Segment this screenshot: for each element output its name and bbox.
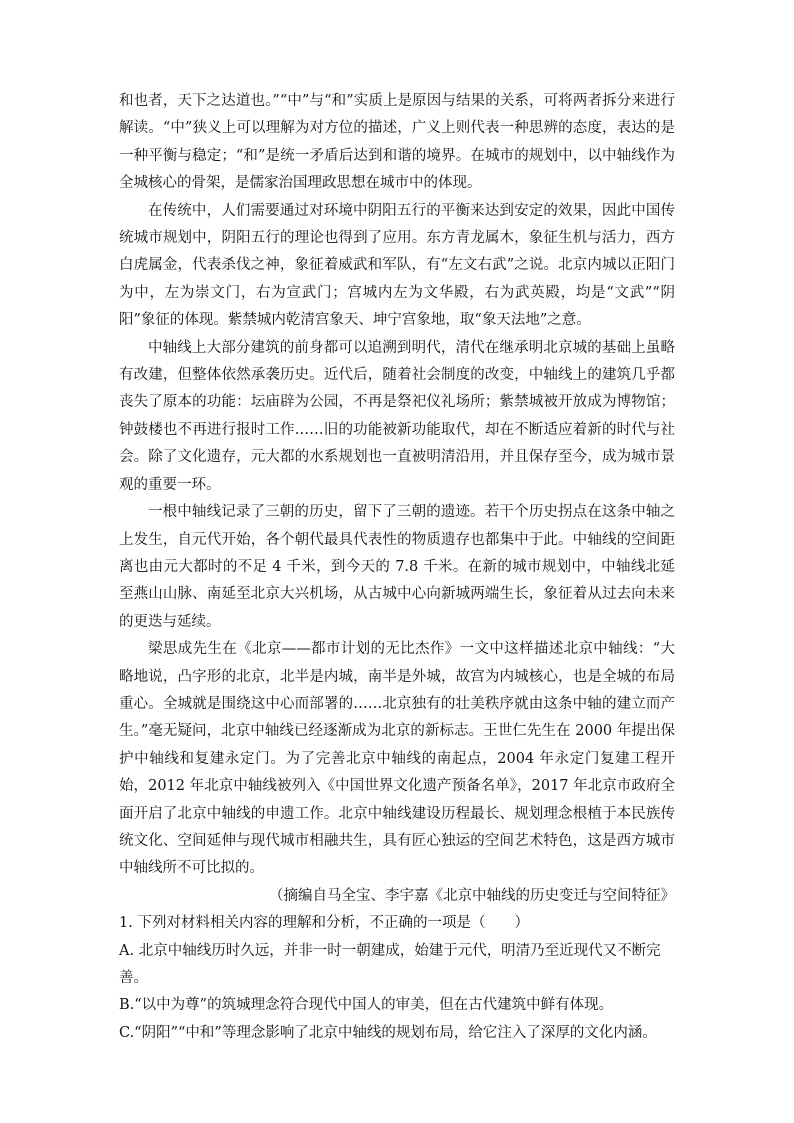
question-option-a: A. 北京中轴线历时久远，并非一时一朝建成，始建于元代，明清乃至近现代又不断完善。 bbox=[119, 942, 661, 986]
article-source: （摘编自马全宝、李宇嘉《北京中轴线的历史变迁与空间特征》 bbox=[269, 887, 675, 904]
article-paragraph: 在传统中，人们需要通过对环境中阴阳五行的平衡来达到安定的效果，因此中国传统城市规划中，阴阳五行的理论也得到了应用。东方青龙属木，象征生机与活力，西方白虎属金，代表杀伐之神，象征着威武和军队，有“左文右武”之说。北京内城以正阳门为中，左为崇文门，右为宣武门；宫城内左为文华殿，右为武英殿，均是“文武”“阴阳”象征的体现。紫禁城内乾清宫象天、坤宁宫象地，取“象天法地”之意。 bbox=[119, 202, 675, 329]
article-paragraph: 一根中轴线记录了三朝的历史，留下了三朝的遗迹。若干个历史拐点在这条中轴之上发生，自元代开始，各个朝代最具代表性的物质遗存也都集中于此。中轴线的空间距离也由元大都时的不足 4 千米，到今天的 7.8 千米。在新的城市规划中，中轴线北延至燕山山脉、南延至北京大兴机场，从古城中心向新城两端生长，象征着从过去向未来的更迭与延续。 bbox=[119, 504, 675, 630]
article-paragraph: 中轴线上大部分建筑的前身都可以追溯到明代，清代在继承明北京城的基础上虽略有改建，但整体依然承袭历史。近代后，随着社会制度的改变，中轴线上的建筑几乎都丧失了原本的功能：坛庙辟为公园，不再是祭祀仪礼场所；紫禁城被开放成为博物馆；钟鼓楼也不再进行报时工作……旧的功能被新功能取代，却在不断适应着新的时代与社会。除了文化遗存，元大都的水系规划也一直被明清沿用，并且保存至今，成为城市景观的重要一环。 bbox=[119, 339, 675, 493]
article-paragraph: 和也者，天下之达道也。”“中”与“和”实质上是原因与结果的关系，可将两者拆分来进行解读。“中”狭义上可以理解为对方位的描述，广义上则代表一种思辨的态度，表达的是一种平衡与稳定；“和”是统一矛盾后达到和谐的境界。在城市的规划中，以中轴线作为全城核心的骨架，是儒家治国理政思想在城市中的体现。 bbox=[119, 93, 675, 192]
document-page bbox=[119, 88, 675, 1047]
question-option-b: B.“以中为尊”的筑城理念符合现代中国人的审美，但在古代建筑中鲜有体现。 bbox=[119, 997, 614, 1014]
question-option-c: C.“阴阳”“中和”等理念影响了北京中轴线的规划布局，给它注入了深厚的文化内涵。 bbox=[119, 1024, 657, 1041]
question-stem: 1. 下列对材料相关内容的理解和分析，不正确的一项是（ ） bbox=[119, 915, 529, 932]
article-paragraph: 梁思成先生在《北京——都市计划的无比杰作》一文中这样描述北京中轴线：“大略地说，凸字形的北京，北半是内城，南半是外城，故宫为内城核心，也是全城的布局重心。全城就是围绕这中心而部署的……北京独有的壮美秩序就由这条中轴的建立而产生。”毫无疑问，北京中轴线已经逐渐成为北京的新标志。王世仁先生在 2000 年提出保护中轴线和复建永定门。为了完善北京中轴线的南起点，2004 年永定门复建工程开始，2012 年北京中轴线被列入《中国世界文化遗产预备名单》，2017 年北京市政府全面开启了北京中轴线的申遗工作。北京中轴线建设历程最长、规划理念根植于本民族传统文化、空间延伸与现代城市相融共生，具有匠心独运的空间艺术特色，这是西方城市中轴线所不可比拟的。 bbox=[119, 641, 675, 877]
